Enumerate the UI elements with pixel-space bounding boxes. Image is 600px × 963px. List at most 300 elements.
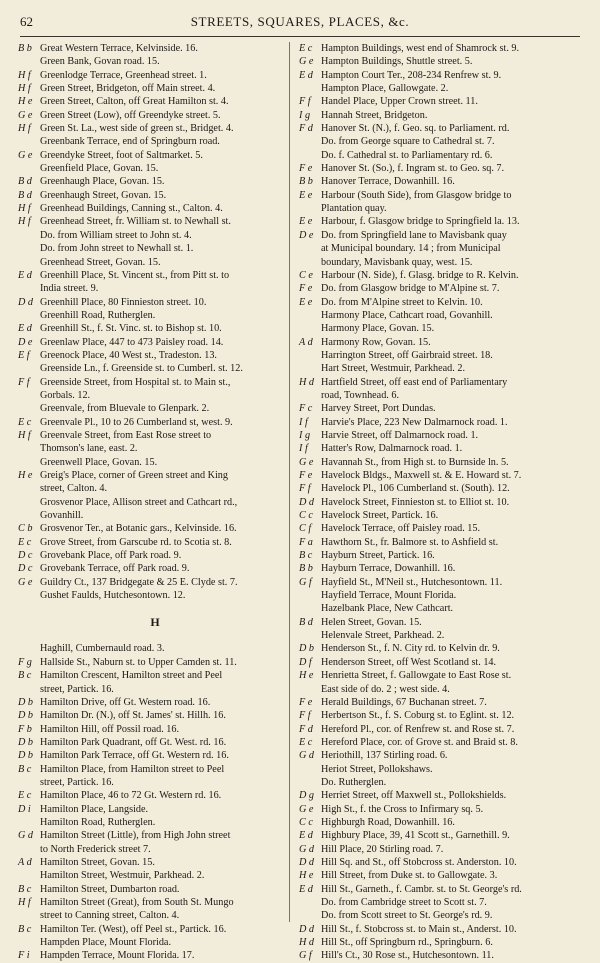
- entry-text: Harmony Row, Govan. 15.: [321, 336, 431, 348]
- map-reference: G d: [18, 830, 33, 842]
- entry-text: Greenvale, from Bluevale to Glenpark. 2.: [40, 403, 210, 415]
- entry-text: Hannah Street, Bridgeton.: [321, 109, 428, 121]
- entry-text: Greenside Ln., f. Greenside st. to Cumberl. st. 12.: [40, 363, 243, 375]
- entry-text: Gushet Faulds, Hutchesontown. 12.: [40, 590, 186, 602]
- directory-entry: [18, 456, 292, 469]
- blank-line: [18, 629, 292, 642]
- map-reference: E d: [18, 323, 32, 335]
- directory-entry: [18, 496, 292, 509]
- entry-text: Greenhead Street, fr. William st. to Newhall st.: [40, 216, 231, 228]
- map-reference: D b: [299, 643, 314, 655]
- entry-text: Hamilton Street, Westmuir, Parkhead. 2.: [40, 870, 205, 882]
- entry-text: Hill St., Garneth., f. Cambr. st. to St. George's rd.: [321, 883, 522, 895]
- directory-entry: [18, 642, 292, 655]
- map-reference: H d: [299, 376, 314, 388]
- map-reference: G f: [299, 576, 312, 588]
- map-reference: D c: [18, 550, 33, 562]
- entry-text: Highburgh Road, Dowanhill. 16.: [321, 816, 455, 828]
- directory-entry: [299, 336, 573, 349]
- map-reference: F a: [299, 536, 313, 548]
- directory-entry: [299, 589, 573, 602]
- entry-text: street, Partick. 16.: [40, 776, 114, 788]
- entry-text: Greenwell Place, Govan. 15.: [40, 456, 158, 468]
- directory-entry: [299, 135, 573, 148]
- map-reference: H f: [18, 216, 31, 228]
- directory-entry: [18, 829, 292, 842]
- entry-text: Hereford Pl., cor. of Renfrew st. and Rose st. 7.: [321, 723, 515, 735]
- entry-text: Greenock Place, 40 West st., Tradeston. 13.: [40, 349, 217, 361]
- map-reference: D b: [18, 736, 33, 748]
- entry-text: Thomson's lane, east. 2.: [40, 443, 138, 455]
- entry-text: Green Street, Calton, off Great Hamilton st. 4.: [40, 96, 229, 108]
- map-reference: E d: [299, 69, 313, 81]
- entry-text: Hanover Terrace, Dowanhill. 16.: [321, 176, 455, 188]
- directory-entry: [299, 816, 573, 829]
- directory-entry: [18, 723, 292, 736]
- directory-entry: [299, 789, 573, 802]
- entry-text: Greenhill St., f. St. Vinc. st. to Bishop st. 10.: [40, 323, 222, 335]
- entry-text: Green Bank, Govan road. 15.: [40, 56, 160, 68]
- entry-text: to North Frederick street 7.: [40, 843, 151, 855]
- entry-text: Havannah St., from High st. to Burnside ln. 5.: [321, 456, 509, 468]
- entry-text: Hamilton Park Quadrant, off Gt. West. rd. 16.: [40, 736, 227, 748]
- directory-entry: [299, 215, 573, 228]
- directory-entry: [299, 149, 573, 162]
- directory-entry: [299, 362, 573, 375]
- directory-entry: [299, 309, 573, 322]
- entry-text: East side of do. 2 ; west side. 4.: [321, 683, 450, 695]
- directory-entry: [18, 229, 292, 242]
- entry-text: Hamilton Street, Dumbarton road.: [40, 883, 180, 895]
- entry-text: Do. from George square to Cathedral st. 7.: [321, 136, 495, 148]
- map-reference: H f: [18, 123, 31, 135]
- directory-entry: [299, 82, 573, 95]
- map-reference: F f: [299, 96, 311, 108]
- directory-entry: [18, 909, 292, 922]
- map-reference: B c: [18, 670, 32, 682]
- map-reference: H f: [18, 897, 31, 908]
- entry-text: Greenhill Place, 80 Finnieston street. 10.: [40, 296, 207, 308]
- map-reference: F g: [18, 656, 32, 668]
- directory-entry: [299, 683, 573, 696]
- entry-text: Harmony Place, Govan. 15.: [321, 323, 435, 335]
- directory-entry: [299, 256, 573, 269]
- map-reference: F f: [299, 483, 311, 495]
- directory-entry: [18, 696, 292, 709]
- directory-entry: [299, 376, 573, 389]
- entry-text: Do. Rutherglen.: [321, 776, 387, 788]
- entry-text: Helen Street, Govan. 15.: [321, 616, 422, 628]
- entry-text: Hamilton Place, from Hamilton street to Peel: [40, 763, 225, 775]
- map-reference: C b: [18, 523, 33, 535]
- directory-entry: [18, 843, 292, 856]
- entry-text: Henderson St., f. N. City rd. to Kelvin dr. 9.: [321, 643, 500, 655]
- map-reference: F i: [18, 950, 30, 962]
- map-reference: E e: [299, 296, 313, 308]
- directory-entry: [18, 309, 292, 322]
- entry-text: Greenbank Terrace, end of Springburn road.: [40, 136, 220, 148]
- directory-entry: [299, 709, 573, 722]
- map-reference: B c: [299, 550, 313, 562]
- map-reference: C e: [299, 269, 313, 281]
- directory-entry: [299, 202, 573, 215]
- directory-entry: [18, 69, 292, 82]
- map-reference: I f: [299, 443, 308, 455]
- directory-entry: [299, 456, 573, 469]
- directory-entry: [299, 416, 573, 429]
- directory-entry: [18, 749, 292, 762]
- entry-text: Hallside St., Naburn st. to Upper Camden st. 11.: [40, 656, 237, 668]
- directory-entry: [299, 776, 573, 789]
- entry-text: Harmony Place, Cathcart road, Govanhill.: [321, 309, 493, 321]
- map-reference: E d: [299, 830, 313, 842]
- directory-entry: [299, 55, 573, 68]
- entry-text: Green Street, Bridgeton, off Main street. 4.: [40, 83, 216, 95]
- directory-entry: [18, 109, 292, 122]
- directory-entry: [18, 896, 292, 909]
- directory-entry: [18, 376, 292, 389]
- entry-text: Hanover St. (N.), f. Geo. sq. to Parliament. rd.: [321, 123, 510, 135]
- directory-entry: [18, 202, 292, 215]
- map-reference: G d: [299, 843, 314, 855]
- directory-entry: [299, 442, 573, 455]
- directory-entry: [299, 469, 573, 482]
- directory-entry: [299, 949, 573, 962]
- entry-text: Hampton Court Ter., 208-234 Renfrew st. 9.: [321, 69, 502, 81]
- directory-entry: [18, 869, 292, 882]
- directory-entry: [299, 229, 573, 242]
- entry-text: Hampden Terrace, Mount Florida. 17.: [40, 950, 195, 962]
- map-reference: G f: [299, 950, 312, 962]
- entry-text: Herald Buildings, 67 Buchanan street. 7.: [321, 696, 487, 708]
- entry-text: boundary, Mavisbank quay, west. 15.: [321, 256, 473, 268]
- map-reference: B b: [18, 43, 32, 54]
- directory-entry: [299, 42, 573, 55]
- map-reference: B b: [299, 176, 313, 188]
- directory-entry: [18, 522, 292, 535]
- entry-text: Hawthorn St., fr. Balmore st. to Ashfield st.: [321, 536, 499, 548]
- directory-entry: [299, 723, 573, 736]
- directory-entry: [299, 909, 573, 922]
- entry-text: Herriet Street, off Maxwell st., Pollokshields.: [321, 790, 507, 802]
- directory-entry: [299, 536, 573, 549]
- map-reference: H e: [299, 670, 314, 682]
- map-reference: D d: [299, 856, 314, 868]
- entry-text: Plantation quay.: [321, 203, 387, 215]
- directory-entry: [18, 122, 292, 135]
- directory-entry: [299, 549, 573, 562]
- map-reference: I g: [299, 429, 311, 441]
- directory-entry: [18, 589, 292, 602]
- map-reference: F d: [299, 123, 313, 135]
- directory-entry: [18, 883, 292, 896]
- directory-entry: [18, 576, 292, 589]
- directory-entry: [299, 883, 573, 896]
- entry-text: Hamilton Ter. (West), off Peel st., Partick. 16.: [40, 923, 227, 935]
- entry-text: Havelock Street, Finnieston st. to Elliot st. 10.: [321, 496, 510, 508]
- directory-entry: [18, 162, 292, 175]
- entry-text: Greenhill Place, St. Vincent st., from Pitt st. to: [40, 269, 230, 281]
- entry-text: Hatter's Row, Dalmarnock road. 1.: [321, 443, 463, 455]
- directory-entry: [18, 256, 292, 269]
- directory-entry: [18, 42, 292, 55]
- entry-text: Greenhead Buildings, Canning st., Calton. 4.: [40, 203, 223, 215]
- map-reference: H f: [18, 69, 31, 81]
- map-reference: D d: [299, 923, 314, 935]
- entry-text: Govanhill.: [40, 510, 84, 522]
- entry-text: Harbour (N. Side), f. Glasg. bridge to R. Kelvin.: [321, 269, 519, 281]
- directory-entry: [18, 215, 292, 228]
- map-reference: H d: [299, 937, 314, 949]
- right-column: [299, 42, 573, 963]
- directory-entry: [299, 95, 573, 108]
- entry-text: Henrietta Street, f. Gallowgate to East Rose st.: [321, 670, 512, 682]
- map-reference: F f: [18, 376, 30, 388]
- directory-entry: [18, 856, 292, 869]
- map-reference: F c: [299, 403, 313, 415]
- entry-text: Greenhaugh Place, Govan. 15.: [40, 176, 165, 188]
- map-reference: D f: [299, 656, 312, 668]
- map-reference: E c: [18, 416, 32, 428]
- directory-entry: [18, 336, 292, 349]
- blank-line: [18, 602, 292, 615]
- entry-text: Havelock Bldgs., Maxwell st. & E. Howard st. 7.: [321, 470, 522, 481]
- page-header: [20, 14, 580, 34]
- map-reference: E c: [18, 536, 32, 548]
- directory-entry: [18, 469, 292, 482]
- directory-entry: [299, 269, 573, 282]
- directory-entry: [18, 709, 292, 722]
- entry-text: road, Townhead. 6.: [321, 389, 400, 401]
- map-reference: G e: [299, 456, 314, 468]
- entry-text: Grove Street, from Garscube rd. to Scotia st. 8.: [40, 536, 232, 548]
- entry-text: Hamilton Crescent, Hamilton street and Peel: [40, 670, 223, 682]
- entry-text: Greenhill Road, Rutherglen.: [40, 309, 156, 321]
- map-reference: D d: [299, 496, 314, 508]
- entry-text: Hart Street, Westmuir, Parkhead. 2.: [321, 363, 466, 375]
- directory-entry: [299, 496, 573, 509]
- directory-entry: [299, 282, 573, 295]
- map-reference: E c: [299, 43, 313, 54]
- map-reference: F e: [299, 283, 313, 295]
- directory-entry: [299, 656, 573, 669]
- entry-text: Greenhead Street, Govan. 15.: [40, 256, 161, 268]
- map-reference: B c: [18, 883, 32, 895]
- directory-entry: [18, 656, 292, 669]
- map-reference: D b: [18, 696, 33, 708]
- entry-text: Hill Place, 20 Stirling road. 7.: [321, 843, 444, 855]
- entry-text: Havelock Pl., 106 Cumberland st. (South). 12.: [321, 483, 510, 495]
- entry-text: Hamilton Street (Little), from High John street: [40, 830, 231, 842]
- map-reference: G e: [299, 56, 314, 68]
- map-reference: E c: [18, 790, 32, 802]
- directory-entry: [299, 856, 573, 869]
- entry-text: Greenvale Pl., 10 to 26 Cumberland st, west. 9.: [40, 416, 233, 428]
- entry-text: Grovebank Place, off Park road. 9.: [40, 550, 182, 562]
- directory-entry: [18, 789, 292, 802]
- map-reference: D e: [299, 229, 314, 241]
- map-reference: B b: [299, 563, 313, 575]
- directory-entry: [299, 122, 573, 135]
- directory-entry: [299, 576, 573, 589]
- entry-text: Do. from M'Alpine street to Kelvin. 10.: [321, 296, 483, 308]
- map-reference: B d: [299, 616, 313, 628]
- entry-text: High St., f. the Cross to Infirmary sq. 5.: [321, 803, 484, 815]
- map-reference: E c: [299, 736, 313, 748]
- directory-entry: [299, 482, 573, 495]
- entry-text: Heriothill, 137 Stirling road. 6.: [321, 750, 448, 762]
- directory-entry: [18, 149, 292, 162]
- map-reference: I g: [299, 109, 311, 121]
- entry-text: Hamilton Place, Langside.: [40, 803, 149, 815]
- entry-text: Harvie's Place, 223 New Dalmarnock road. 1.: [321, 416, 508, 428]
- directory-entry: [18, 389, 292, 402]
- directory-entry: [299, 296, 573, 309]
- directory-entry: [299, 936, 573, 949]
- left-column: [18, 42, 292, 963]
- directory-entry: [299, 803, 573, 816]
- map-reference: F b: [18, 723, 32, 735]
- map-reference: C c: [299, 816, 313, 828]
- directory-entry: [18, 776, 292, 789]
- entry-text: Hayburn Terrace, Dowanhill. 16.: [321, 563, 456, 575]
- entry-text: Grosvenor Place, Allison street and Cathcart rd.,: [40, 496, 238, 508]
- directory-entry: [299, 829, 573, 842]
- map-reference: G d: [299, 750, 314, 762]
- entry-text: India street. 9.: [40, 283, 99, 295]
- map-reference: H e: [299, 870, 314, 882]
- directory-entry: [299, 736, 573, 749]
- map-reference: H f: [18, 83, 31, 95]
- map-reference: B c: [18, 763, 32, 775]
- directory-entry: [299, 896, 573, 909]
- directory-entry: [299, 109, 573, 122]
- entry-text: Hereford Place, cor. of Grove st. and Braid st. 8.: [321, 736, 518, 748]
- entry-text: Hamilton Hill, off Possil road. 16.: [40, 723, 180, 735]
- directory-entry: [299, 349, 573, 362]
- map-reference: E e: [299, 216, 313, 228]
- map-reference: E d: [18, 269, 32, 281]
- entry-text: Hill St., f. Stobcross st. to Main st., Anderst. 10.: [321, 923, 517, 935]
- directory-entry: [299, 175, 573, 188]
- header-rule: [20, 36, 580, 37]
- map-reference: C c: [299, 510, 313, 522]
- entry-text: Guildry Ct., 137 Bridgegate & 25 E. Clyde st. 7.: [40, 576, 238, 588]
- entry-text: Green St. La., west side of green st., Bridget. 4.: [40, 123, 234, 135]
- map-reference: G e: [18, 109, 33, 121]
- entry-text: street, Calton. 4.: [40, 483, 108, 495]
- map-reference: H f: [18, 203, 31, 215]
- directory-entry: [299, 429, 573, 442]
- map-reference: I f: [299, 416, 308, 428]
- directory-entry: [18, 683, 292, 696]
- directory-entry: [18, 95, 292, 108]
- entry-text: Hampton Place, Gallowgate. 2.: [321, 83, 449, 95]
- directory-entry: [18, 816, 292, 829]
- map-reference: A d: [299, 336, 313, 348]
- directory-entry: [18, 736, 292, 749]
- entry-text: Greenlodge Terrace, Greenhead street. 1.: [40, 69, 207, 81]
- entry-text: Hampton Buildings, Shuttle street. 5.: [321, 56, 473, 68]
- map-reference: D c: [18, 563, 33, 575]
- page-title: STREETS, SQUARES, PLACES, &c.: [190, 14, 410, 29]
- entry-text: Do. from Cambridge street to Scott st. 7.: [321, 897, 487, 908]
- directory-entry: [299, 869, 573, 882]
- directory-entry: [299, 189, 573, 202]
- entry-text: Hayburn Street, Partick. 16.: [321, 550, 435, 562]
- entry-text: Henderson Street, off West Scotland st. 14.: [321, 656, 497, 668]
- entry-text: Hartfield Street, off east end of Parliamentary: [321, 376, 508, 388]
- map-reference: F e: [299, 696, 313, 708]
- map-reference: B d: [18, 189, 32, 201]
- section-heading: [18, 616, 292, 629]
- directory-entry: [18, 55, 292, 68]
- directory-entry: [299, 923, 573, 936]
- entry-text: Hanover St. (So.), f. Ingram st. to Geo. sq. 7.: [321, 163, 505, 175]
- entry-text: Do. from Springfield lane to Mavisbank quay: [321, 229, 507, 241]
- directory-entry: [299, 669, 573, 682]
- entry-text: Havelock Terrace, off Paisley road. 15.: [321, 523, 481, 535]
- entry-text: Heriot Street, Pollokshaws.: [321, 763, 433, 775]
- entry-text: Hamilton Drive, off Gt. Western road. 16.: [40, 696, 211, 708]
- entry-text: Handel Place, Upper Crown street. 11.: [321, 96, 478, 108]
- entry-text: Hayfield St., M'Neil st., Hutchesontown. 11.: [321, 576, 503, 588]
- entry-text: Hampden Place, Mount Florida.: [40, 937, 171, 949]
- map-reference: H f: [18, 429, 31, 441]
- entry-text: Do. from William street to John st. 4.: [40, 229, 192, 241]
- directory-entry: [18, 349, 292, 362]
- entry-text: Gorbals. 12.: [40, 389, 91, 401]
- entry-text: street to Canning street, Calton. 4.: [40, 910, 180, 922]
- entry-text: Harbour (South Side), from Glasgow bridge to: [321, 189, 512, 201]
- entry-text: Do. from Scott street to St. George's rd. 9.: [321, 910, 493, 922]
- directory-entry: [18, 536, 292, 549]
- directory-entry: [18, 936, 292, 949]
- entry-text: Hazelbank Place, New Cathcart.: [321, 603, 454, 615]
- map-reference: G e: [18, 576, 33, 588]
- map-reference: E d: [299, 883, 313, 895]
- directory-entry: [299, 69, 573, 82]
- directory-entry: [299, 162, 573, 175]
- directory-entry: [18, 429, 292, 442]
- entry-text: Do. from John street to Newhall st. 1.: [40, 243, 194, 255]
- entry-text: Hill's Ct., 30 Rose st., Hutchesontown. 11.: [321, 950, 494, 962]
- directory-entry: [299, 602, 573, 615]
- section-heading-letter: H: [150, 614, 160, 629]
- directory-entry: [18, 322, 292, 335]
- entry-text: Hamilton Street, Govan. 15.: [40, 856, 155, 868]
- entry-text: Hamilton Road, Rutherglen.: [40, 816, 156, 828]
- map-reference: H e: [18, 96, 33, 108]
- directory-entry: [18, 282, 292, 295]
- entry-text: at Municipal boundary. 14 ; from Municipal: [321, 243, 501, 255]
- entry-text: Herbertson St., f. S. Coburg st. to Eglint. st. 12.: [321, 710, 515, 722]
- directory-entry: [18, 923, 292, 936]
- entry-text: Greenvale Street, from East Rose street to: [40, 429, 212, 441]
- entry-text: Greendyke Street, foot of Saltmarket. 5.: [40, 149, 203, 161]
- directory-entry: [299, 322, 573, 335]
- directory-entry: [299, 616, 573, 629]
- entry-text: Hill Street, from Duke st. to Gallowgate. 3.: [321, 870, 498, 882]
- directory-entry: [18, 549, 292, 562]
- entry-text: Hamilton Place, 46 to 72 Gt. Western rd. 16.: [40, 790, 222, 802]
- entry-text: Hamilton Park Terrace, off Gt. Western rd. 16.: [40, 750, 229, 762]
- entry-text: Greig's Place, corner of Green street and King: [40, 470, 228, 481]
- map-reference: D b: [18, 710, 33, 722]
- entry-text: Harbour, f. Glasgow bridge to Springfield la. 13.: [321, 216, 520, 228]
- directory-entry: [18, 949, 292, 962]
- map-reference: G e: [299, 803, 314, 815]
